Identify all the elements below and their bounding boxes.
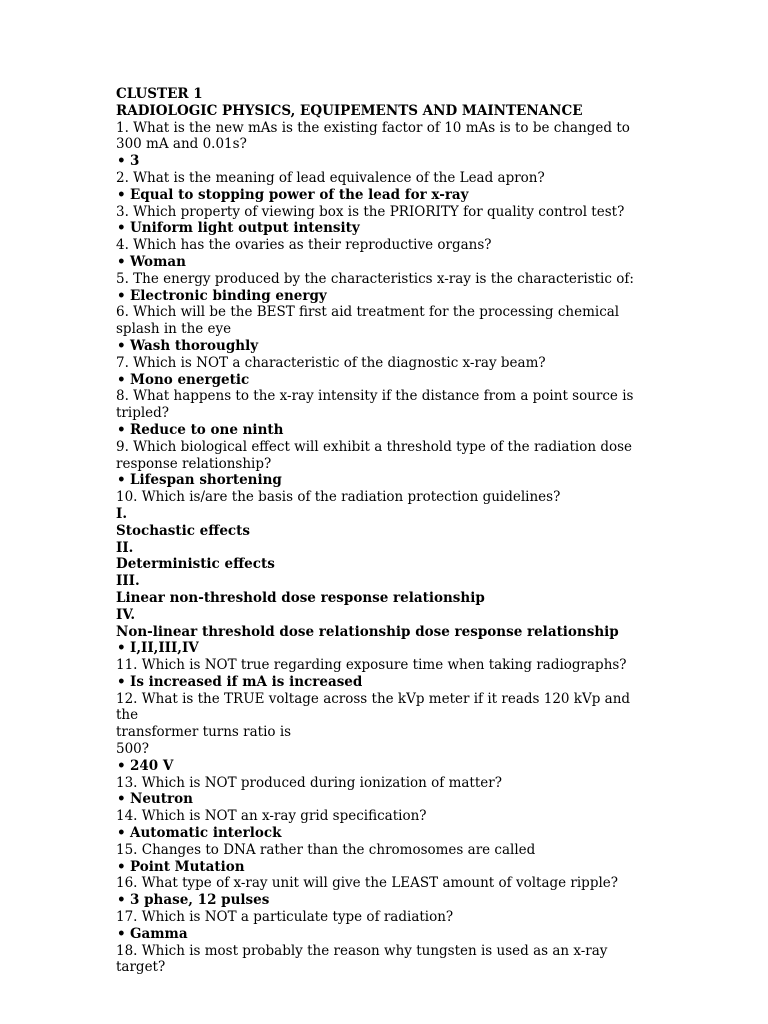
answer-text: Gamma xyxy=(130,925,188,942)
option-numeral: II. xyxy=(116,539,134,556)
bullet-icon: • xyxy=(117,220,126,237)
answer-item xyxy=(116,220,656,237)
answer-item xyxy=(116,758,656,775)
question-text: 13. Which is NOT produced during ionization of matter? xyxy=(116,774,502,791)
question-text: 9. Which biological effect will exhibit a threshold type of the radiation dose response relationship? xyxy=(116,438,632,472)
option-numeral: IV. xyxy=(116,606,136,623)
answer-item xyxy=(116,153,656,170)
bullet-icon: • xyxy=(117,825,126,842)
answer-item xyxy=(116,674,656,691)
question-text: 12. What is the TRUE voltage across the kVp meter if it reads 120 kVp and the xyxy=(116,690,631,724)
answer-item xyxy=(116,640,656,657)
answer-text: Is increased if mA is increased xyxy=(130,673,363,690)
question-list-c xyxy=(116,775,656,943)
option-text: Linear non-threshold dose response relationship xyxy=(116,589,485,606)
bullet-icon: • xyxy=(117,337,126,354)
bullet-icon: • xyxy=(117,421,126,438)
answer-text: Equal to stopping power of the lead for x-ray xyxy=(130,186,469,203)
option-numeral: III. xyxy=(116,573,140,590)
bullet-icon: • xyxy=(117,287,126,304)
option-text: Deterministic effects xyxy=(116,556,275,573)
bullet-icon: • xyxy=(117,640,126,657)
question-text: 1. What is the new mAs is the existing factor of 10 mAs is to be changed to 300 mA and 0.01s? xyxy=(116,119,630,153)
bullet-icon: • xyxy=(117,791,126,808)
cluster-heading: CLUSTER 1 xyxy=(116,86,203,102)
bullet-icon: • xyxy=(117,858,126,875)
bullet-icon: • xyxy=(117,371,126,388)
answer-text: Automatic interlock xyxy=(130,825,282,842)
answer-text: 3 phase, 12 pulses xyxy=(130,892,270,909)
question-text: 17. Which is NOT a particulate type of radiation? xyxy=(116,909,454,926)
question-list-a xyxy=(116,120,656,490)
answer-text: Wash thoroughly xyxy=(130,337,259,354)
answer-item xyxy=(116,791,656,808)
answer-item xyxy=(116,859,656,876)
option-text: Stochastic effects xyxy=(116,522,250,539)
document-title: RADIOLOGIC PHYSICS, EQUIPEMENTS AND MAINTENANCE xyxy=(116,102,583,119)
question-text: 4. Which has the ovaries as their reproductive organs? xyxy=(116,237,492,254)
answer-item xyxy=(116,825,656,842)
question-text: 3. Which property of viewing box is the PRIORITY for quality control test? xyxy=(116,203,625,220)
bullet-icon: • xyxy=(117,253,126,270)
bullet-icon: • xyxy=(117,892,126,909)
answer-text: Uniform light output intensity xyxy=(130,220,360,237)
question-text: transformer turns ratio is xyxy=(116,724,292,741)
answer-item xyxy=(116,288,656,305)
answer-text: 240 V xyxy=(130,757,174,774)
question-text: 11. Which is NOT true regarding exposure time when taking radiographs? xyxy=(116,657,627,674)
bullet-icon: • xyxy=(117,472,126,489)
bullet-icon: • xyxy=(117,673,126,690)
answer-text: Electronic binding energy xyxy=(130,287,327,304)
question-10 xyxy=(116,489,656,657)
question-text: 16. What type of x-ray unit will give the LEAST amount of voltage ripple? xyxy=(116,875,619,892)
answer-item xyxy=(116,254,656,271)
question-text: 8. What happens to the x-ray intensity if the distance from a point source is tripled? xyxy=(116,388,634,422)
document-page xyxy=(116,86,656,976)
answer-item xyxy=(116,338,656,355)
answer-text: Mono energetic xyxy=(130,371,250,388)
answer-item xyxy=(116,422,656,439)
question-text: 5. The energy produced by the characteristics x-ray is the characteristic of: xyxy=(116,270,634,287)
option-numeral: I. xyxy=(116,505,128,522)
question-text: 14. Which is NOT an x-ray grid specification? xyxy=(116,808,427,825)
question-list-b xyxy=(116,657,656,691)
question-12 xyxy=(116,691,656,775)
answer-item xyxy=(116,926,656,943)
question-text: 6. Which will be the BEST first aid treatment for the processing chemical splash in the eye xyxy=(116,304,620,338)
answer-item xyxy=(116,372,656,389)
question-text: 2. What is the meaning of lead equivalence of the Lead apron? xyxy=(116,169,545,186)
answer-text: Reduce to one ninth xyxy=(130,421,284,438)
question-text: 500? xyxy=(116,741,150,758)
bullet-icon: • xyxy=(117,186,126,203)
answer-text: Point Mutation xyxy=(130,858,245,875)
answer-text: 3 xyxy=(130,153,140,170)
option-text: Non-linear threshold dose relationship dose response relationship xyxy=(116,623,619,640)
bullet-icon: • xyxy=(117,757,126,774)
answer-item xyxy=(116,472,656,489)
answer-text: Woman xyxy=(130,253,186,270)
bullet-icon: • xyxy=(117,925,126,942)
answer-text: I,II,III,IV xyxy=(130,640,199,657)
bullet-icon: • xyxy=(117,153,126,170)
answer-text: Lifespan shortening xyxy=(130,472,282,489)
answer-item xyxy=(116,892,656,909)
question-text: 18. Which is most probably the reason why tungsten is used as an x-ray target? xyxy=(116,942,608,976)
question-text: 15. Changes to DNA rather than the chromosomes are called xyxy=(116,841,536,858)
question-text: 7. Which is NOT a characteristic of the diagnostic x-ray beam? xyxy=(116,354,546,371)
answer-text: Neutron xyxy=(130,791,193,808)
answer-item xyxy=(116,187,656,204)
question-text: 10. Which is/are the basis of the radiation protection guidelines? xyxy=(116,489,561,506)
